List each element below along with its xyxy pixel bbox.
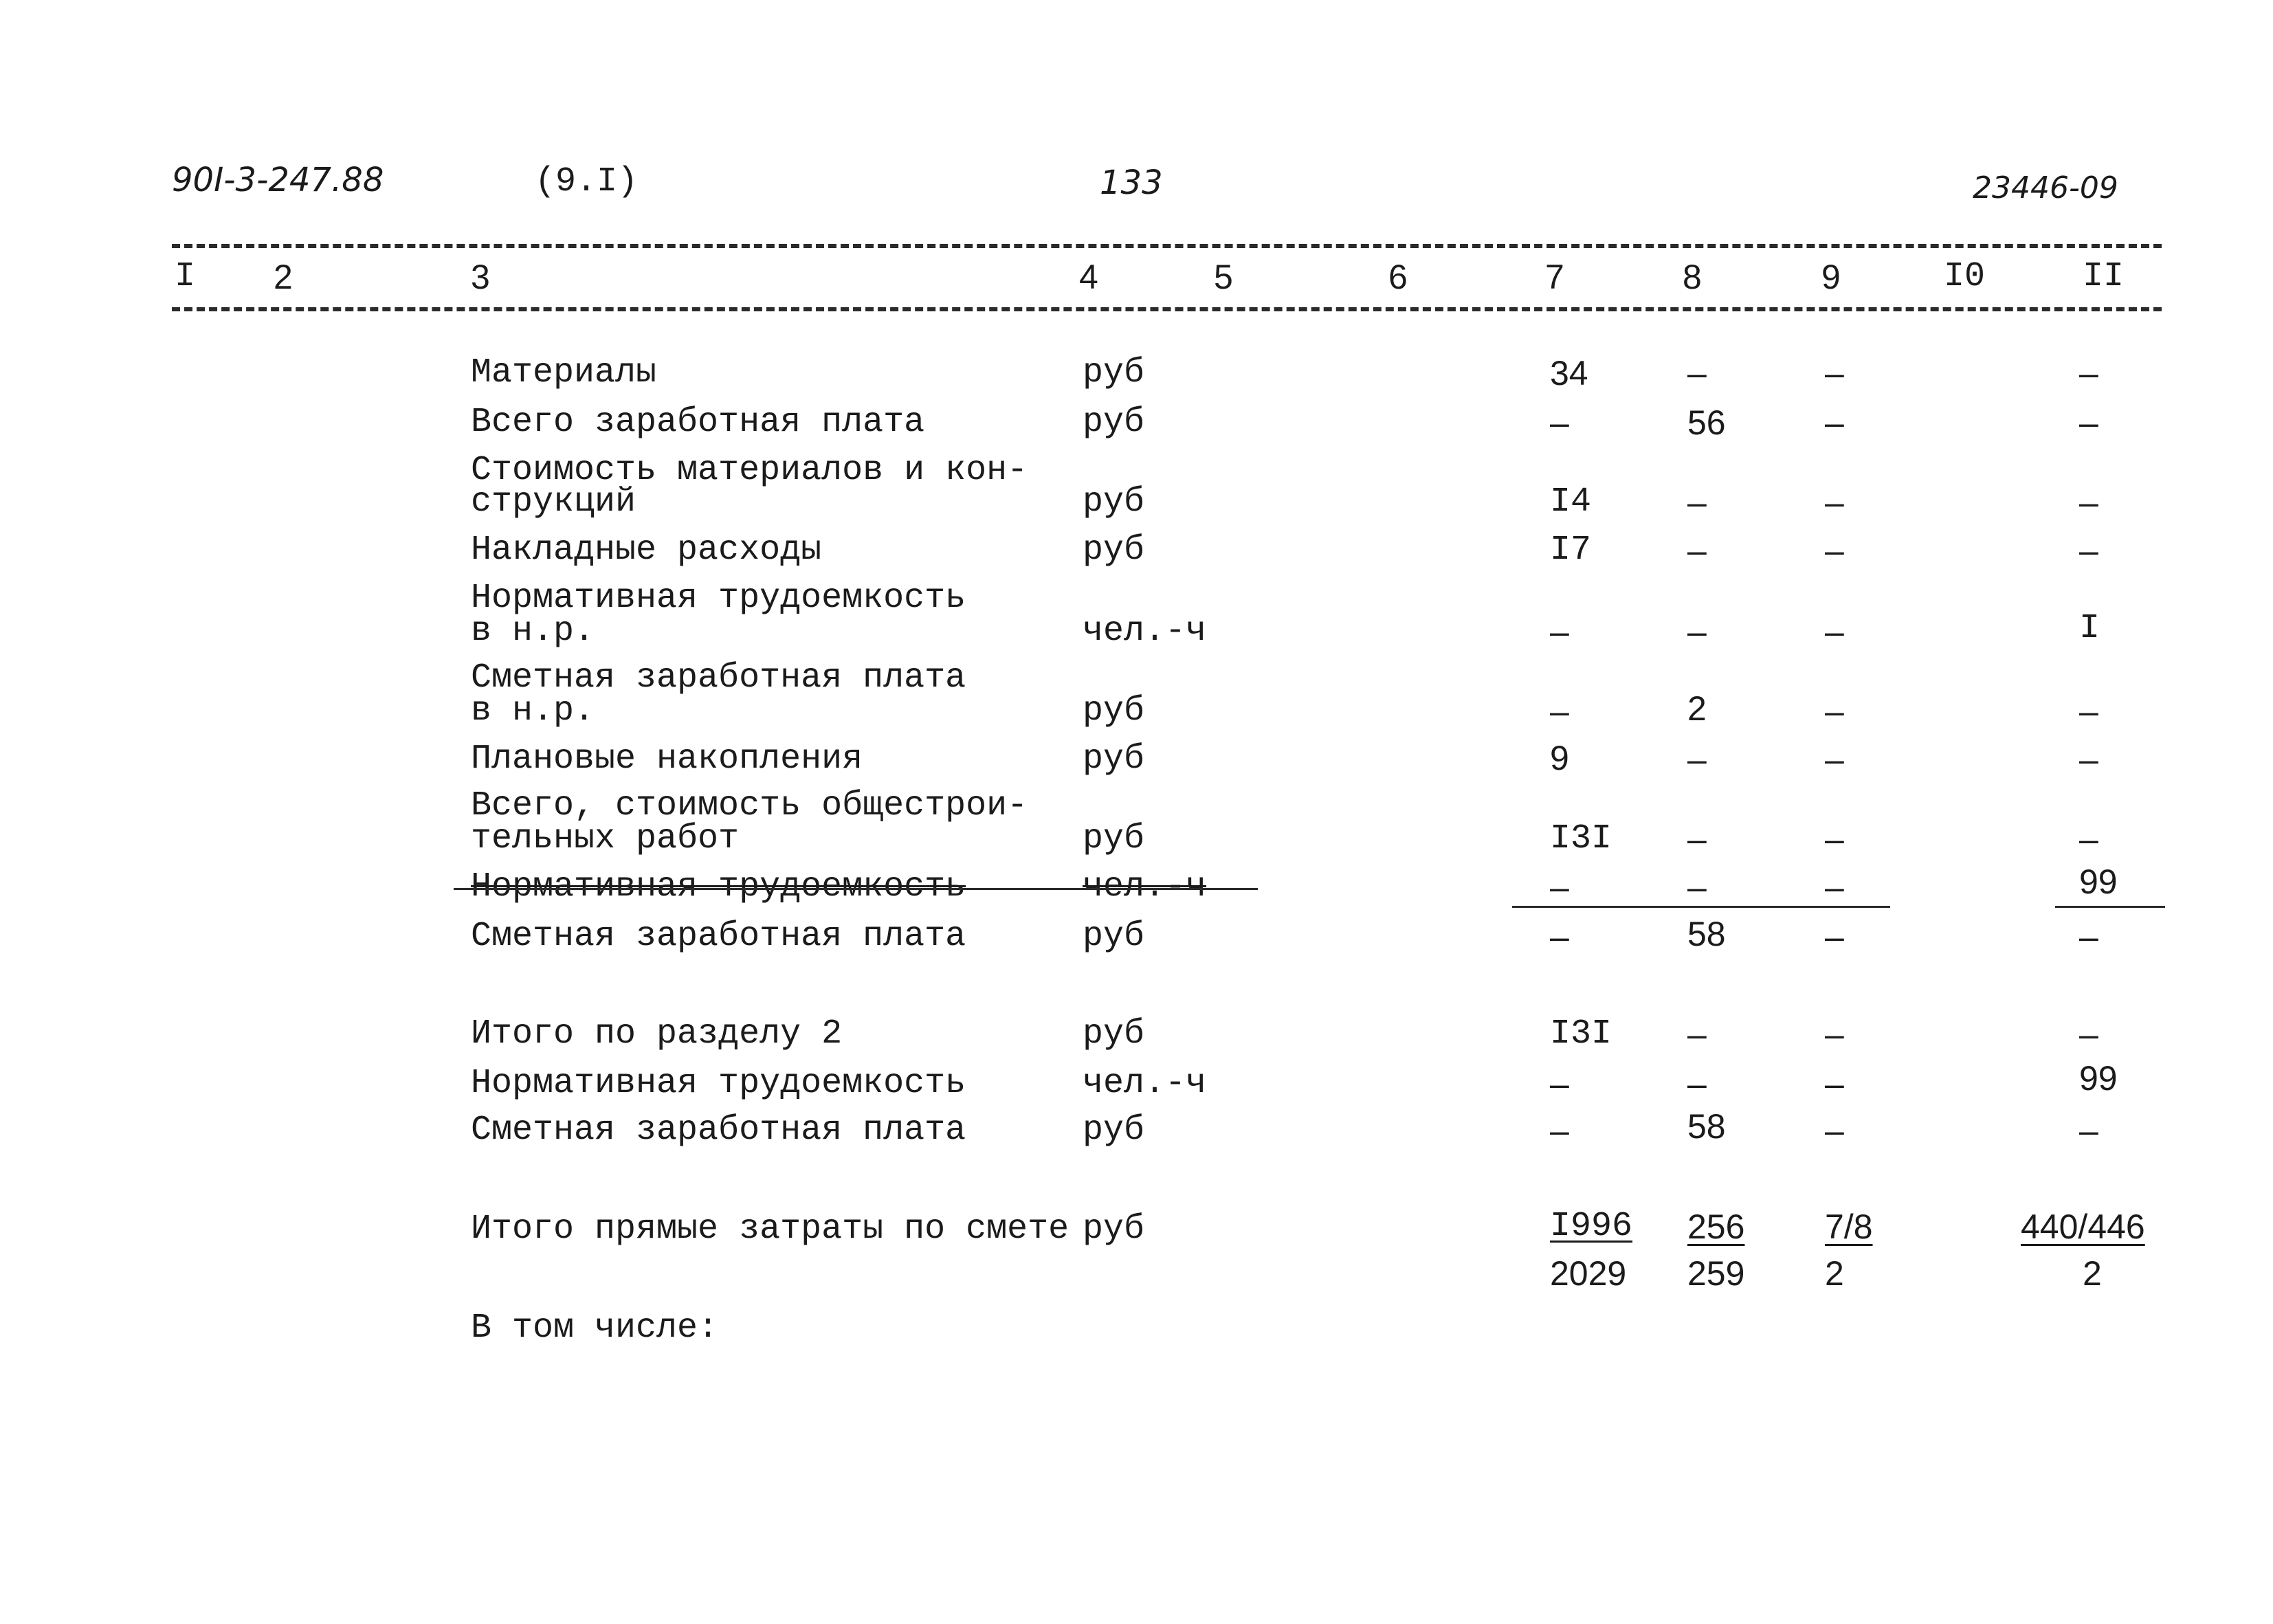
row-col11: – [2079, 483, 2098, 522]
row-col7: 9 [1550, 739, 1569, 777]
row-unit: руб [1083, 353, 1145, 392]
row-col8: 58 [1687, 915, 1726, 953]
row-unit: руб [1083, 531, 1145, 570]
header-bottom-rule [172, 307, 2162, 311]
row-col9: – [1825, 403, 1844, 442]
column-header-11: II [2083, 257, 2125, 296]
total-col9-top: 7/8 [1825, 1208, 1873, 1246]
row-unit: руб [1083, 917, 1145, 956]
row-unit: чел.-ч [1083, 612, 1207, 651]
column-header-10: I0 [1944, 257, 1986, 296]
row-unit: руб [1083, 1014, 1145, 1054]
row-col8: – [1687, 483, 1707, 522]
row-label: Всего заработная плата [471, 403, 925, 442]
row-col11: 99 [2079, 863, 2118, 901]
row-label: Материалы [471, 353, 657, 392]
row-col7: – [1550, 612, 1569, 651]
row-col11: – [2079, 354, 2098, 392]
strike-rule-mid [1512, 906, 1890, 908]
row-label-line1: Стоимость материалов и кон- [471, 451, 1028, 490]
row-col8: – [1687, 820, 1707, 858]
row-unit: чел.-ч [1083, 867, 1207, 906]
total-col11-top: 440/446 [2021, 1208, 2145, 1246]
row-col8: – [1687, 740, 1707, 779]
row-col11: I [2079, 609, 2100, 648]
row-unit: руб [1083, 819, 1145, 858]
row-label-line2: струкций [471, 482, 636, 522]
row-col7: – [1550, 868, 1569, 906]
column-header-3: 3 [471, 258, 490, 296]
row-label-line2: в н.р. [471, 691, 595, 731]
row-col9: – [1825, 531, 1844, 570]
row-col9: – [1825, 1065, 1844, 1103]
column-header-8: 8 [1683, 258, 1702, 296]
row-label: Плановые накопления [471, 739, 863, 779]
column-header-5: 5 [1214, 258, 1233, 296]
row-col8: 58 [1687, 1107, 1726, 1146]
row-col9: – [1825, 740, 1844, 779]
row-col7: I4 [1550, 482, 1592, 522]
inventory-stamp: 23446-09 [1973, 170, 2118, 205]
row-unit: руб [1083, 691, 1145, 731]
page-number: 133 [1100, 164, 1163, 202]
row-col7: – [1550, 403, 1569, 442]
row-col11: – [2079, 692, 2098, 731]
document-code: 90I-3-247.88 [172, 161, 384, 199]
column-header-1: I [175, 257, 196, 296]
header-top-rule [172, 244, 2162, 248]
row-col8: – [1687, 531, 1707, 570]
row-col11: – [2079, 1015, 2098, 1054]
row-label: Нормативная трудоемкость [471, 867, 966, 906]
row-label: Накладные расходы [471, 531, 822, 570]
row-col8: 56 [1687, 403, 1726, 442]
row-unit: руб [1083, 482, 1145, 522]
row-label: Нормативная трудоемкость [471, 1064, 966, 1103]
row-col7: – [1550, 692, 1569, 731]
row-label-line1: Сметная заработная плата [471, 658, 966, 698]
total-col7-bottom: 2029 [1550, 1254, 1627, 1293]
total-unit: руб [1083, 1210, 1145, 1249]
row-col9: – [1825, 820, 1844, 858]
row-col7: I7 [1550, 531, 1592, 570]
row-label: Итого по разделу 2 [471, 1014, 843, 1054]
row-col11: – [2079, 1111, 2098, 1150]
row-col7: I3I [1550, 819, 1612, 858]
strike-rule-left [454, 888, 1258, 890]
row-col7: 34 [1550, 354, 1588, 392]
row-unit: руб [1083, 739, 1145, 779]
row-col8: 2 [1687, 689, 1707, 728]
row-label: Сметная заработная плата [471, 917, 966, 956]
row-col8: – [1687, 868, 1707, 906]
column-header-7: 7 [1545, 258, 1564, 296]
row-col9: – [1825, 354, 1844, 392]
row-col11: 99 [2079, 1059, 2118, 1098]
row-col7: – [1550, 1065, 1569, 1103]
row-col11: – [2079, 917, 2098, 956]
row-label-line2: тельных работ [471, 819, 740, 858]
row-col8: – [1687, 1015, 1707, 1054]
row-label-line2: в н.р. [471, 612, 595, 651]
total-col8-bottom: 259 [1687, 1254, 1745, 1293]
row-col9: – [1825, 1015, 1844, 1054]
row-col9: – [1825, 483, 1844, 522]
row-col9: – [1825, 917, 1844, 956]
column-header-2: 2 [274, 258, 293, 296]
row-col8: – [1687, 1065, 1707, 1103]
row-col11: – [2079, 820, 2098, 858]
row-col9: – [1825, 692, 1844, 731]
row-label-line1: Всего, стоимость общестрои- [471, 786, 1028, 825]
row-col11: – [2079, 531, 2098, 570]
row-col9: – [1825, 612, 1844, 651]
row-col7: – [1550, 917, 1569, 956]
total-col11-bottom: 2 [2083, 1254, 2102, 1293]
row-col8: – [1687, 612, 1707, 651]
row-unit: руб [1083, 403, 1145, 442]
row-col7: I3I [1550, 1014, 1612, 1054]
row-col8: – [1687, 354, 1707, 392]
total-col8-top: 256 [1687, 1208, 1745, 1246]
total-col9-bottom: 2 [1825, 1254, 1844, 1293]
total-label: Итого прямые затраты по смете [471, 1210, 1069, 1249]
column-header-9: 9 [1821, 258, 1841, 296]
column-header-6: 6 [1388, 258, 1408, 296]
row-label: Сметная заработная плата [471, 1111, 966, 1150]
including-label: В том числе: [471, 1309, 719, 1348]
total-col7-top: I996 [1550, 1207, 1633, 1246]
row-label-line1: Нормативная трудоемкость [471, 579, 966, 618]
row-col11: – [2079, 740, 2098, 779]
row-unit: руб [1083, 1111, 1145, 1150]
row-col9: – [1825, 868, 1844, 906]
strike-rule-right [2055, 906, 2165, 908]
column-header-4: 4 [1079, 258, 1098, 296]
row-col9: – [1825, 1111, 1844, 1150]
row-unit: чел.-ч [1083, 1064, 1207, 1103]
row-col7: – [1550, 1111, 1569, 1150]
section-number: (9.I) [535, 162, 639, 201]
row-col11: – [2079, 403, 2098, 442]
